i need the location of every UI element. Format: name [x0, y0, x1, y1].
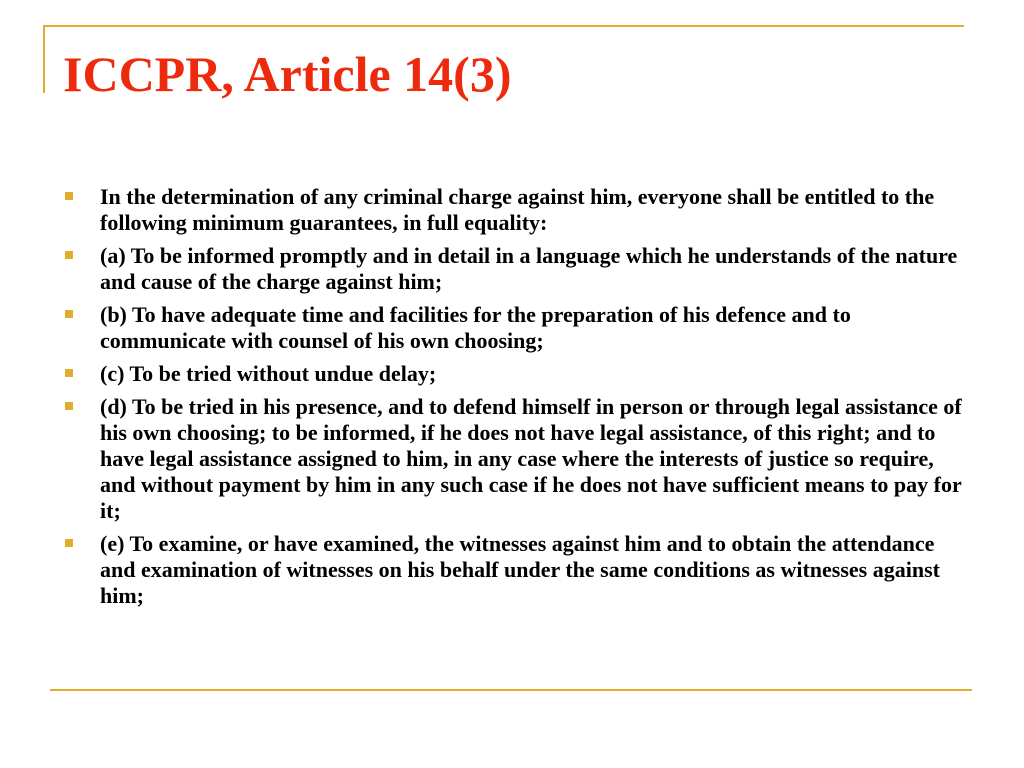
bullet-list: [63, 184, 963, 616]
list-item: [63, 243, 963, 295]
list-item: [63, 394, 963, 524]
bottom-rule: [50, 689, 972, 691]
square-bullet-icon: [65, 310, 73, 318]
square-bullet-icon: [65, 539, 73, 547]
list-item: [63, 361, 963, 387]
top-rule: [44, 25, 964, 27]
square-bullet-icon: [65, 251, 73, 259]
square-bullet-icon: [65, 192, 73, 200]
list-item: [63, 184, 963, 236]
bullet-text: (e) To examine, or have examined, the witnesses against him and to obtain the attendance and examination of witnesses on his behalf under the same conditions as witnesses against him;: [100, 531, 940, 608]
bullet-text: (b) To have adequate time and facilities for the preparation of his defence and to communicate with counsel of his own choosing;: [100, 302, 851, 353]
square-bullet-icon: [65, 369, 73, 377]
list-item: [63, 531, 963, 609]
left-rule: [43, 25, 45, 93]
bullet-text: (a) To be informed promptly and in detail in a language which he understands of the nature and cause of the charge against him;: [100, 243, 958, 294]
bullet-text: (c) To be tried without undue delay;: [100, 361, 437, 386]
slide-title: ICCPR, Article 14(3): [63, 46, 512, 102]
bullet-text: In the determination of any criminal charge against him, everyone shall be entitled to the following minimum guarantees, in full equality:: [100, 184, 935, 235]
bullet-text: (d) To be tried in his presence, and to defend himself in person or through legal assistance of his own choosing; to be informed, if he does not have legal assistance, of this right; and to have legal assistance assigned to him, in any case where the interests of justice so require, and without payment by him in any such case if he does not have sufficient means to pay for it;: [100, 394, 962, 523]
square-bullet-icon: [65, 402, 73, 410]
list-item: [63, 302, 963, 354]
